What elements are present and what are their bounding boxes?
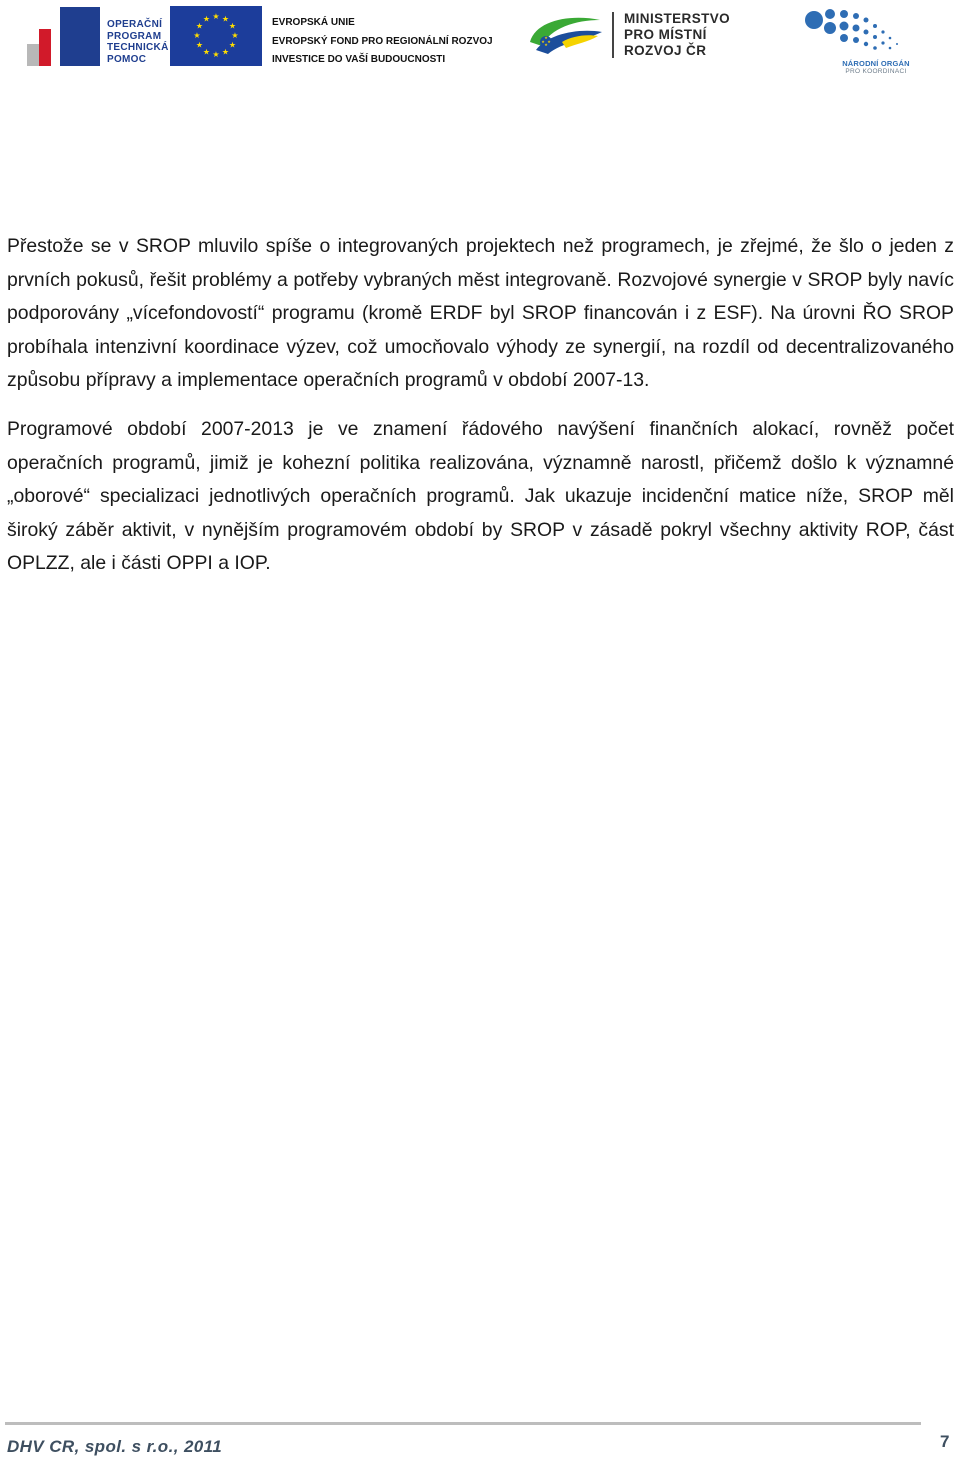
svg-text:★: ★: [202, 47, 211, 57]
svg-text:★: ★: [212, 50, 220, 59]
page-number: 7: [940, 1432, 950, 1451]
svg-text:★: ★: [544, 42, 548, 47]
eu-flag-icon: [170, 6, 262, 66]
nok-logo-text: [832, 59, 920, 75]
svg-text:★: ★: [231, 31, 239, 40]
footer-divider: [5, 1422, 921, 1425]
optp-logo-line: POMOC: [107, 53, 147, 65]
body-paragraph: Programové období 2007-2013 je ve znamení řádového navýšení finančních alokací, rovněž počet operačních programů, jimiž je kohezní politika realizována, významně narostl, přičemž došlo k významné „oborové“ specializaci jednotlivých operačních programů. Jak ukazuje incidenční matice níže, SROP měl široký záběr aktivit, v nynějším programovém období by SROP v zásadě pokryl všechny aktivity ROP, část OPLZZ, ale i části OPPI a IOP.: [7, 417, 954, 575]
body-paragraph: Přestože se v SROP mluvilo spíše o integrovaných projektech než programech, je zřejmé, že šlo o jeden z prvních pokusů, řešit problémy a potřeby vybraných měst integrovaně. Rozvojové synergie v SROP byly navíc podporovány „vícefondovostí“ programu (kromě ERDF byl SROP financován i z ESF). Na úrovni ŘO SROP probíhala intenzivní koordinace výzev, což umocňovalo výhody ze synergií, na rozdíl od decentralizovaného způsobu přípravy a implementace operačních programů v období 2007-13.: [7, 235, 954, 392]
footer-company: DHV CR, spol. s r.o., 2011: [7, 1437, 223, 1456]
optp-logo-line: OPERAČNÍ: [107, 19, 163, 30]
svg-text:★: ★: [228, 21, 237, 31]
mmr-text-line: PRO MÍSTNÍ: [624, 27, 707, 42]
header-logo-bar: [0, 0, 960, 90]
nok-dots-icon: [800, 6, 910, 62]
mmr-logo-icon: [526, 12, 606, 58]
svg-text:★: ★: [228, 40, 237, 50]
optp-logo-line: TECHNICKÁ: [107, 42, 169, 53]
svg-text:★: ★: [221, 14, 230, 24]
svg-text:★: ★: [195, 40, 204, 50]
svg-text:★: ★: [221, 47, 230, 57]
nok-logo-title: NÁRODNÍ ORGÁN: [842, 59, 910, 68]
mmr-logo-text: [624, 11, 730, 59]
mmr-logo-divider: [612, 12, 614, 58]
eu-fund-text: [272, 14, 493, 70]
svg-text:★: ★: [547, 39, 551, 44]
nok-logo: [800, 6, 920, 80]
optp-logo-grey-block: [27, 44, 39, 66]
svg-text:★: ★: [544, 35, 548, 40]
optp-logo-line: PROGRAM: [107, 30, 162, 42]
svg-text:★: ★: [195, 21, 204, 31]
svg-text:★: ★: [212, 12, 220, 21]
svg-text:★: ★: [193, 31, 201, 40]
optp-logo-text: [107, 19, 169, 65]
optp-logo: [27, 7, 169, 67]
svg-text:★: ★: [541, 39, 545, 44]
optp-logo-red-block: [39, 29, 51, 66]
eu-text-line: EVROPSKÝ FOND PRO REGIONÁLNÍ ROZVOJ: [272, 35, 493, 47]
mmr-text-line: ROZVOJ ČR: [624, 43, 707, 58]
mmr-text-line: MINISTERSTVO: [624, 11, 731, 26]
optp-logo-blue-block: [60, 7, 100, 66]
eu-flag-logo: [170, 6, 262, 66]
nok-logo-subtitle: PRO KOORDINACI: [845, 68, 907, 75]
document-body: [7, 230, 954, 581]
svg-text:★: ★: [202, 14, 211, 24]
eu-text-line: EVROPSKÁ UNIE: [272, 17, 355, 28]
eu-text-line: INVESTICE DO VAŠÍ BUDOUCNOSTI: [272, 54, 446, 65]
